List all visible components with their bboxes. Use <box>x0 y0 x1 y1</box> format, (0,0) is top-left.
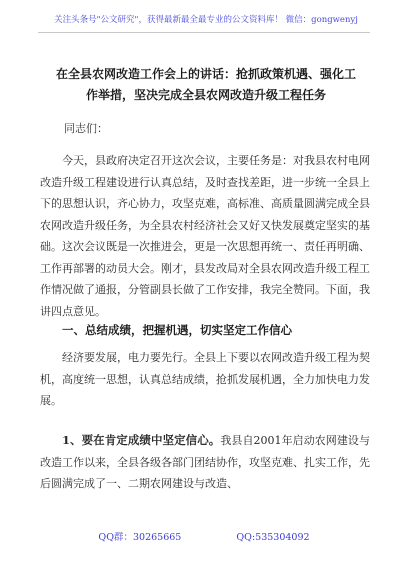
point-1-body: 我县自2001年启动农网建设与改造工作以来，全县各级各部门团结协作，攻坚克难、扎实工作，先后圆满完成了一、二期农网建设与改造、 <box>40 434 370 490</box>
document-title <box>40 64 372 106</box>
paragraph-section-1: 经济要发展，电力要先行。全县上下要以农网改造升级工程为契机，高度统一思想，认真总结成绩，抢抓发展机遇，全力加快电力发展。 <box>40 351 370 407</box>
header-banner: 关注头条号"公文研究"，获得最新最全最专业的公文资料库！ 微信：gongwenyj <box>54 15 358 25</box>
header-divider <box>38 32 370 33</box>
title-line-1: 在全县农网改造工作会上的讲话：抢抓政策机遇、强化工 <box>55 67 356 81</box>
footer-contact <box>0 532 408 544</box>
title-line-2: 作举措，坚决完成全县农网改造升级工程任务 <box>85 88 326 102</box>
footer-qq-group: QQ群：30265665 <box>98 532 182 543</box>
section-heading-1: 一、总结成绩，把握机遇，切实坚定工作信心 <box>62 323 292 337</box>
paragraph-point-1 <box>40 430 370 495</box>
paragraph-intro: 今天，县政府决定召开这次会议，主要任务是：对我县农村电网改造升级工程建设进行认真总结，及时查找差距，进一步统一全县上下的思想认识，齐心协力，攻坚克难，高标准、高质量圆满完成全县农网改造升级任务，为全县农村经济社会又好又快发展奠定坚实的基础。这次会议既是一次推进会，更是一次思想再统一、责任再明确、工作再部署的动员大会。刚才，县发改局对全县农网改造升级工程工作情况做了通报，分管副县长做了工作安排，我完全赞同。下面，我讲四点意见。 <box>40 154 370 318</box>
point-1-lead: 1、要在肯定成绩中坚定信心。 <box>62 433 221 447</box>
footer-qq-number: QQ:535304092 <box>236 532 310 543</box>
salutation: 同志们： <box>64 122 108 135</box>
